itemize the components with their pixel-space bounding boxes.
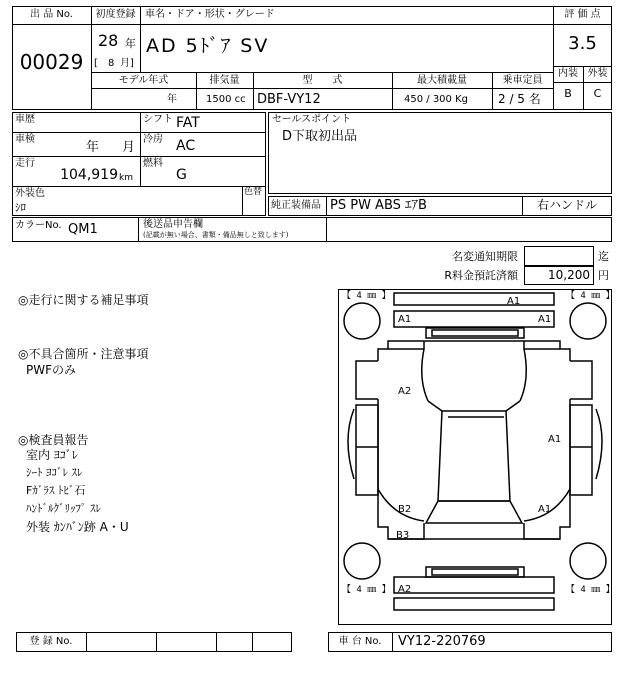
damage-mark: B3 [396,530,410,541]
reg-year-unit: 年 [125,37,136,50]
damage-mark: A1 [538,504,552,515]
interior-grade: B [564,87,572,100]
inspector-line: ﾊﾝﾄﾞﾙｸﾞﾘｯﾌﾟ ｽﾚ [26,502,101,515]
recycle-label: R料金預託済額 [444,269,518,282]
ac: AC [176,138,196,154]
damage-mark: A2 [398,584,412,595]
exterior-color-label: 外装色 [15,188,45,199]
inspection-label: 車検 [15,134,35,145]
tire-depth-fl: 【 4 ㎜ 】 [342,291,391,301]
shift: FAT [176,115,200,131]
shift-label: シフト [143,114,173,125]
defect-line: PWFのみ [26,363,77,377]
vehicle-name: AD 5ﾄﾞｱ SV [146,35,270,57]
tire-rear-right [570,543,606,579]
inspector-line: 外装 ｶﾝﾊﾞﾝ跡 A・U [26,520,129,534]
chassis-no: VY12-220769 [398,634,486,649]
chassis-label: 車 台 No. [338,636,382,647]
tire-front-right [570,303,606,339]
inspection-month-unit: 月 [122,140,136,155]
fuel-label: 燃料 [143,158,163,169]
lot-no-label: 出 品 No. [30,9,73,20]
aftermarket-note: (記載が無い場合、書類・備品無しと致します) [143,231,289,239]
model-year-unit: 年 [167,94,177,105]
exterior-label: 外装 [587,68,608,79]
recycle-unit: 円 [598,269,609,282]
score-label: 評 価 点 [564,9,601,20]
capacity-label: 乗車定員 [502,75,543,86]
displacement: 1500 cc [206,94,246,105]
damage-mark: A1 [548,434,562,445]
inspector-label: ◎検査員報告 [18,433,89,447]
defects-label: ◎不具合箇所・注意事項 [18,347,149,361]
capacity: 2 / 5 名 [498,92,541,106]
deadline-label: 名変通知期限 [452,250,518,263]
damage-mark: B2 [398,504,412,515]
sales-point-label: セールスポイント [272,114,352,125]
displacement-label: 排気量 [209,75,240,86]
model-code: DBF-VY12 [257,92,321,107]
mileage-unit: km [119,173,133,183]
recolor-label: 色替 [244,187,263,197]
color-no: QM1 [68,222,98,237]
first-reg-label: 初度登録 [95,9,136,20]
interior-label: 内装 [558,68,578,79]
max-load: 450 / 300 Kg [404,94,468,105]
inspector-line: 室内 ﾖｺﾞﾚ [26,448,78,462]
tire-depth-rl: 【 4 ㎜ 】 [342,585,391,595]
options: PS PW ABS ｴｱB [330,198,427,213]
vehicle-name-label: 車名・ドア・形状・グレード [145,9,275,20]
details-left-frame [12,112,266,216]
reg-no-label: 登 録 No. [29,636,73,647]
inspector-line: Fｶﾞﾗｽ ﾄﾋﾞ石 [26,484,86,497]
damage-mark: A2 [398,386,412,397]
color-no-label: カラーNo. [15,220,62,231]
tire-depth-fr: 【 4 ㎜ 】 [566,291,615,301]
aftermarket-label: 後送品申告欄 [143,219,203,230]
inspector-line: ｼｰﾄ ﾖｺﾞﾚ ｽﾚ [26,466,83,479]
exterior-color: ｼﾛ [15,201,26,214]
deadline-box [524,246,594,266]
driving-notes-label: ◎走行に関する補足事項 [18,293,149,307]
mileage-label: 走行 [15,158,35,169]
exterior-grade: C [593,87,602,100]
recycle-amount: 10,200 [548,268,590,282]
reg-month-unit: 月] [120,58,134,69]
reg-month-open: [ [94,58,98,69]
mileage: 104,919 [60,167,118,183]
fuel: G [176,167,187,183]
steering: 右ハンドル [536,198,597,212]
ac-label: 冷房 [143,134,163,145]
sales-point: D下取初出品 [282,129,358,144]
damage-mark: A1 [507,296,521,307]
deadline-unit: 迄 [598,250,609,263]
model-code-label: 型 式 [302,75,343,86]
tire-depth-rr: 【 4 ㎜ 】 [566,585,615,595]
car-outline [338,289,612,625]
score: 3.5 [568,33,597,54]
color-row-frame [12,217,612,242]
model-year-label: モデル年式 [118,75,169,86]
tire-rear-left [344,543,380,579]
options-label: 純正装備品 [271,200,321,211]
lot-no: 00029 [19,50,84,74]
max-load-label: 最大積載量 [417,75,467,86]
history-label: 車歴 [15,114,35,125]
damage-mark: A1 [538,314,552,325]
inspection-year-unit: 年 [86,140,100,155]
tire-front-left [344,303,380,339]
reg-year: 28 [98,31,119,50]
reg-month: 8 [108,58,115,69]
damage-mark: A1 [398,314,412,325]
